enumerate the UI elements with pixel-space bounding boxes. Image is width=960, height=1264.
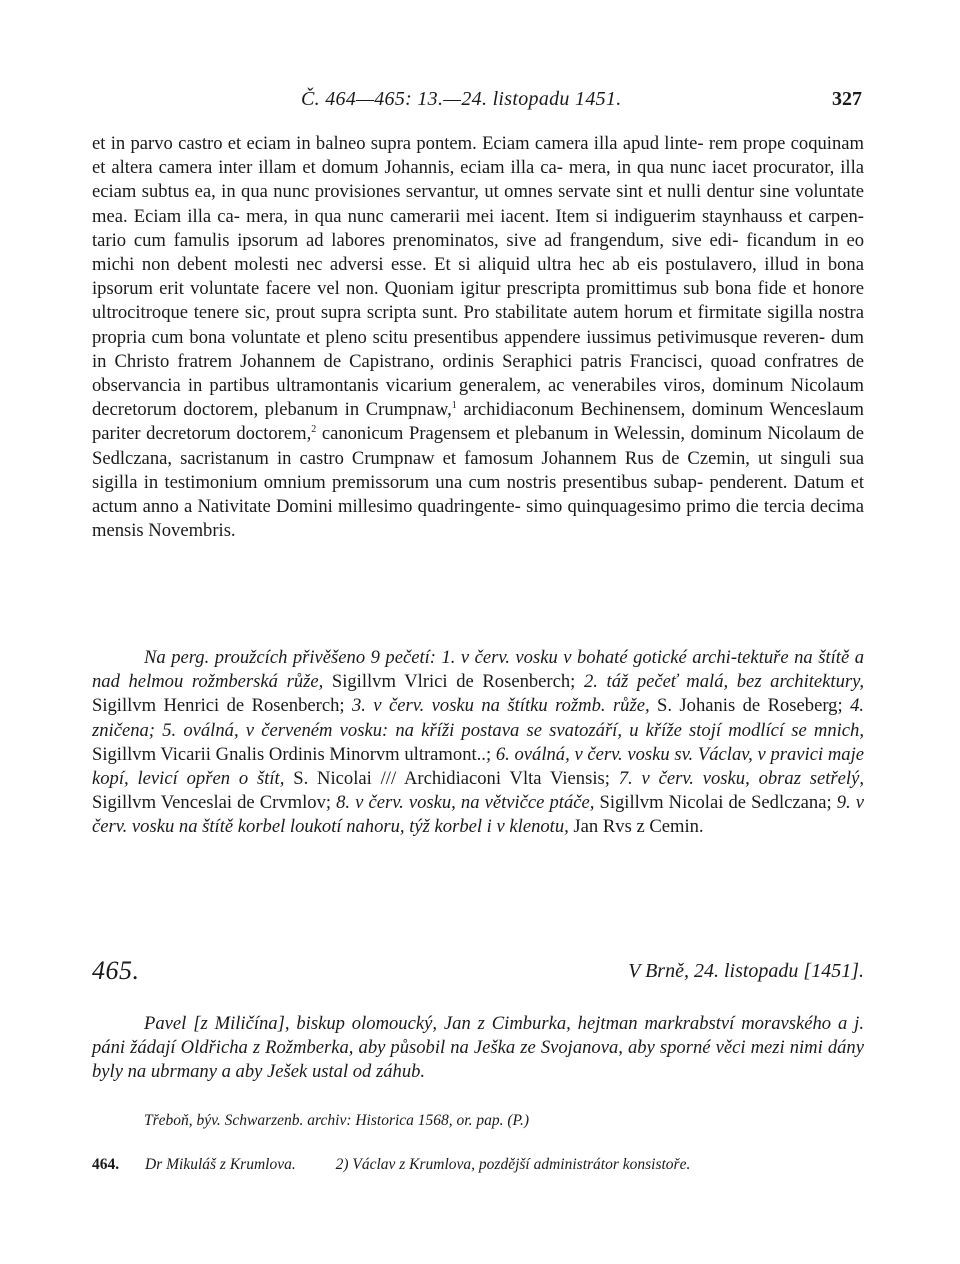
body-line: dum in Christo fratrem Johannem de Capistrano, ordinis Seraphici patris Francisci,: [92, 326, 864, 372]
body-line: tario cum famulis ipsorum ad labores prenominatos, sive ad frangendum, sive edi-: [92, 229, 739, 251]
note-segment: 4. zničena; 5. oválná, v červeném vosku: na kříži postava se svatozáří, u kříže stojí modlící se mnich,: [92, 695, 865, 741]
body-line: prescripta promittimus sub bona fide et honore ultrocitroque tenere sic, prout supra: [92, 278, 864, 324]
footnotes: [92, 1156, 864, 1174]
note-segment: Sigillvm Vlrici de Rosenberch;: [323, 671, 584, 693]
running-head: [92, 88, 864, 114]
body-line: eis postulavero, illud in bona ipsorum erit voluntate facere vel non. Quoniam igitur: [92, 254, 864, 300]
body-line: bona voluntate et pleno scitu presentibus appendere iussimus petivimusque reveren-: [189, 326, 826, 348]
note-segment: 8. v červ. vosku, na větvičce ptáče,: [336, 792, 595, 814]
note-segment: 9. v červ. vosku na štítě korbel loukotí nahoru, týž korbel i v klenotu,: [92, 792, 864, 838]
footnote-number: 464.: [92, 1156, 120, 1173]
body-line: sua sigilla in testimonium omnium premissorum una cum nostris presentibus subap-: [92, 447, 864, 493]
body-line: scripta sunt. Pro stabilitate autem horum et firmitate sigilla nostra propria cum: [92, 302, 864, 348]
note-segment: 6. oválná, v červ. vosku sv. Václav, v pravici maje kopí, levicí opřen o štít,: [92, 743, 864, 790]
document-regest: Pavel [z Miličína], biskup olomoucký, Jan z Cimburka, hejtman markrabství moravského a j. páni žádají Oldřicha z Rožmberka, aby působil na Ješka ze Svojanova, aby sporné věci mezi nimi dány byly na ubrmany a aby Ješek ustal od záhub.: [92, 1013, 864, 1083]
note-segment: Sigillvm Vicarii Gnalis Ordinis Minorvm ultramont..;: [92, 743, 496, 765]
body-line: penderent. Datum et actum anno a Nativitate Domini millesimo quadringente-: [92, 471, 864, 518]
body-line: canonicum Pragensem et plebanum in Welessin, dominum Nicolaum de Sedlczana,: [92, 423, 864, 469]
body-line: servantur, ut omnes servate sint et nulli dentur sine voluntate mea. Eciam illa ca-: [92, 181, 864, 227]
document-place-date: V Brně, 24. listopadu [1451].: [628, 960, 864, 982]
footnote-item: Dr Mikuláš z Krumlova.: [145, 1156, 296, 1173]
body-line: et in parvo castro et eciam in balneo supra pontem. Eciam camera illa apud lintе-: [92, 133, 704, 154]
note-segment: S. Johanis de Roseberg;: [649, 695, 851, 717]
document-number: 465.: [92, 956, 140, 985]
body-text: [92, 132, 864, 543]
footnote-mark: 2: [311, 424, 317, 436]
seal-description: [92, 646, 864, 840]
note-segment: 7. v červ. vosku, obraz setřelý,: [618, 768, 864, 790]
body-line: ficandum in eo michi non debent molesti nec adversi esse. Et si aliquid ultra hec ab: [92, 229, 865, 276]
page-number: 327: [832, 88, 862, 110]
body-line: simo quinquagesimo primo die tercia decima mensis Novembris.: [92, 496, 864, 542]
document-heading: [92, 956, 864, 988]
footnote-item: 2) Václav z Krumlova, pozdější administrátor konsistoře.: [335, 1156, 691, 1173]
note-segment: Na perg. proužcích přivěšeno 9 pečetí: 1. v červ. vosku v bohaté gotické archi-tektuře na štítě a nad helmou rožmberská růže,: [92, 647, 864, 693]
note-segment: 3. v červ. vosku na štítku rožmb. růže,: [351, 695, 650, 717]
note-segment: Sigillvm Nicolai de Sedlczana;: [594, 792, 837, 814]
body-line: sacristanum in castro Crumpnaw et famosum Johannem Rus de Czemin, ut singuli: [180, 447, 832, 469]
footnote-mark: 1: [451, 400, 457, 412]
body-line: rem prope coquinam et altera camera inter illam et domum Johannis, eciam illa ca-: [92, 133, 864, 179]
note-segment: Sigillvm Henrici de Rosenberch;: [92, 695, 352, 717]
body-line: mera, in qua nunc iacet procurator, illa eciam subtus ea, in qua nunc provisiones: [92, 157, 864, 203]
document-source: Třeboň, býv. Schwarzenb. archiv: Historica 1568, or. pap. (P.): [144, 1112, 530, 1129]
body-line: archidiaconum Bechinensem, dominum Wenceslaum pariter decretorum doctorem,: [92, 399, 864, 445]
note-segment: S. Nicolai /// Archidiaconi Vlta Viensis;: [284, 768, 619, 790]
body-line: quoad confratres de observancia in partibus ultramontanis vicarium generalem, ac: [92, 350, 864, 397]
body-line: mera, in qua nunc camerarii mei iacent. Item si indiguerim staynhauss et carpen-: [246, 205, 864, 227]
note-segment: Sigillvm Venceslai de Crvmlov;: [92, 792, 337, 814]
body-line: venerabiles viros, dominum Nicolaum decretorum doctorem, plebanum in Crumpnaw,: [92, 375, 864, 421]
note-segment: Jan Rvs z Cemin.: [568, 816, 704, 838]
running-title: Č. 464—465: 13.—24. listopadu 1451.: [301, 88, 622, 110]
note-segment: 2. táž pečeť malá, bez architektury,: [583, 671, 864, 693]
